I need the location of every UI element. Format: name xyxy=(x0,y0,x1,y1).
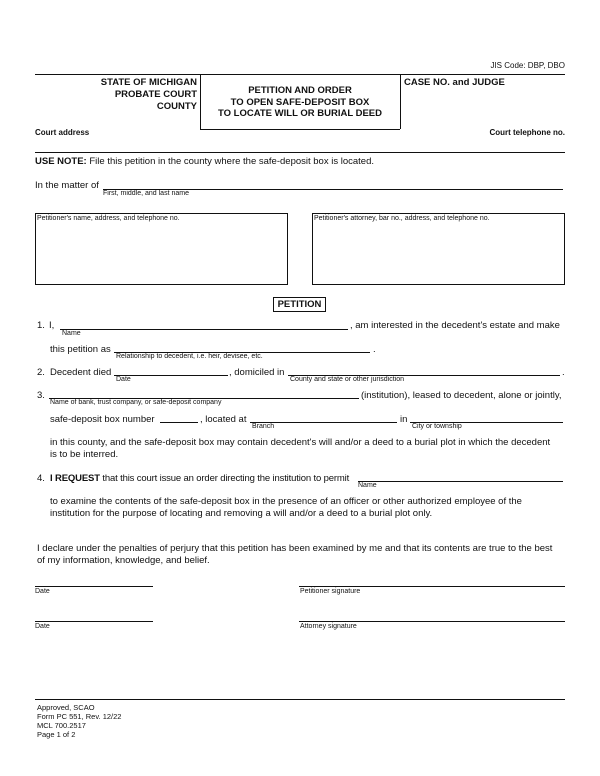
attorney-signature-label: Attorney signature xyxy=(300,623,357,630)
item3-line3: in this county, and the safe-deposit box may contain decedent's will and/or a deed to a burial plot in which the decedent xyxy=(50,437,551,448)
footer-form-number: Form PC 551, Rev. 12/22 xyxy=(37,712,122,721)
header-top-rule xyxy=(35,74,565,75)
matter-label: In the matter of xyxy=(35,180,99,191)
header-title-bottom-rule xyxy=(200,129,400,130)
form-title-line: TO LOCATE WILL OR BURIAL DEED xyxy=(218,108,382,119)
declaration-line2: of my information, knowledge, and belief. xyxy=(37,555,210,566)
death-date-field[interactable] xyxy=(114,375,228,376)
footer-mcl: MCL 700.2517 xyxy=(37,721,86,730)
form-footer xyxy=(37,703,121,739)
attorney-info-box[interactable] xyxy=(312,213,565,285)
i-request-label: I REQUEST xyxy=(50,473,100,484)
county-line: COUNTY xyxy=(156,101,197,112)
item2-prefix: Decedent died xyxy=(50,367,112,378)
petitioner-box-label: Petitioner's name, address, and telephone no. xyxy=(37,215,180,222)
city-caption: City or township xyxy=(412,423,462,430)
case-no-label: CASE NO. and JUDGE xyxy=(404,77,505,88)
relationship-caption: Relationship to decedent, i.e. heir, devisee, etc. xyxy=(116,353,263,360)
death-date-caption: Date xyxy=(116,376,131,383)
item2-middle: , domiciled in xyxy=(229,367,285,378)
item1-line2-prefix: this petition as xyxy=(50,344,111,355)
petitioner-signature-label: Petitioner signature xyxy=(300,588,361,595)
item1-suffix: , am interested in the decedent's estate and make xyxy=(350,320,560,331)
item4-number: 4. xyxy=(37,473,45,484)
bank-name-caption: Name of bank, trust company, or safe-deposit company xyxy=(50,399,222,406)
use-note-label: USE NOTE: xyxy=(35,156,87,167)
item1-prefix: I, xyxy=(49,320,55,331)
permitted-name-caption: Name xyxy=(358,482,377,489)
item4-text: that this court issue an order directing the institution to permit xyxy=(99,473,350,484)
petitioner-signature-field[interactable] xyxy=(299,586,565,587)
item4-request xyxy=(50,473,349,484)
header-bottom-rule xyxy=(35,152,565,153)
attorney-date-field[interactable] xyxy=(35,621,153,622)
domicile-caption: County and state or other jurisdiction xyxy=(290,376,405,383)
header-divider-right xyxy=(400,74,401,129)
in-label: in xyxy=(400,414,408,425)
item1-number: 1. xyxy=(37,320,45,331)
located-at-label: , located at xyxy=(200,414,247,425)
petitioner-date-field[interactable] xyxy=(35,586,153,587)
box-number-label: safe-deposit box number xyxy=(50,414,155,425)
court-address-label: Court address xyxy=(35,128,90,137)
attorney-box-label: Petitioner's attorney, bar no., address, and telephone no. xyxy=(314,215,490,222)
state-line: STATE OF MICHIGAN xyxy=(100,77,197,88)
form-title-line: PETITION AND ORDER xyxy=(248,85,352,96)
item2-number: 2. xyxy=(37,367,45,378)
petition-heading: PETITION xyxy=(273,297,326,312)
attorney-signature-field[interactable] xyxy=(299,621,565,622)
footer-approved: Approved, SCAO xyxy=(37,703,95,712)
date-label-1: Date xyxy=(35,588,50,595)
box-number-field[interactable] xyxy=(160,422,198,423)
permitted-name-field[interactable] xyxy=(358,481,563,482)
jis-code: JIS Code: DBP, DBO xyxy=(490,61,565,70)
footer-rule xyxy=(35,699,565,700)
item3-suffix: (institution), leased to decedent, alone or jointly, xyxy=(361,390,562,401)
petitioner-info-box[interactable] xyxy=(35,213,288,285)
branch-caption: Branch xyxy=(252,423,275,430)
use-note xyxy=(35,156,374,167)
matter-caption: First, middle, and last name xyxy=(103,190,189,197)
item1-name-field[interactable] xyxy=(60,329,348,330)
form-title xyxy=(200,85,400,120)
item3-line4: is to be interred. xyxy=(50,449,119,460)
state-court-block xyxy=(35,77,197,113)
court-telephone-label: Court telephone no. xyxy=(489,128,565,137)
item3-number: 3. xyxy=(37,390,45,401)
date-label-2: Date xyxy=(35,623,50,630)
probate-court-line: PROBATE COURT xyxy=(114,89,197,100)
item1-line2-suffix: . xyxy=(373,344,376,355)
footer-page: Page 1 of 2 xyxy=(37,730,76,739)
use-note-text: File this petition in the county where the safe-deposit box is located. xyxy=(86,156,375,167)
declaration-line1: I declare under the penalties of perjury that this petition has been examined by me and that its contents are true to the best xyxy=(37,543,553,554)
item4-line2: to examine the contents of the safe-deposit box in the presence of an officer or other authorized employee of the xyxy=(50,496,522,507)
item1-name-caption: Name xyxy=(62,330,81,337)
form-title-line: TO OPEN SAFE-DEPOSIT BOX xyxy=(230,96,370,108)
item2-suffix: . xyxy=(562,367,565,378)
item4-line3: institution for the purpose of locating and removing a will and/or a deed to a burial plot only. xyxy=(50,508,433,519)
